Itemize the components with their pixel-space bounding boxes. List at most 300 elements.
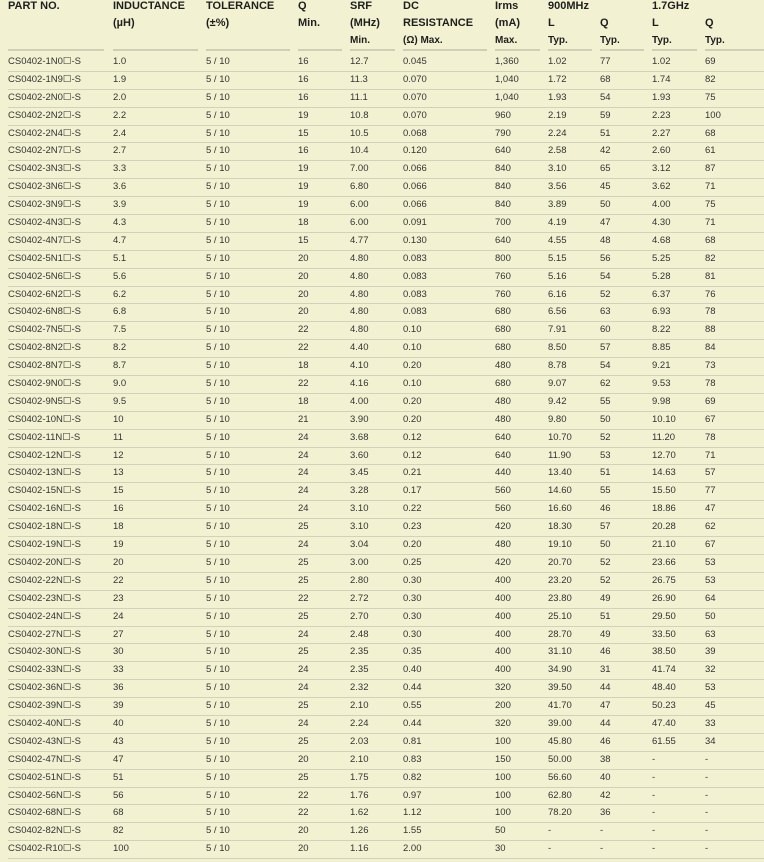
cell-17-l: 15.50 bbox=[652, 485, 676, 497]
cell-srf: 11.1 bbox=[350, 91, 368, 103]
cell-srf: 1.26 bbox=[350, 825, 369, 837]
cell-dc-resistance: 0.44 bbox=[403, 682, 422, 694]
cell-17-l: 12.70 bbox=[652, 449, 676, 461]
cell-tolerance: 5 / 10 bbox=[206, 825, 230, 837]
table-row bbox=[0, 519, 764, 537]
cell-900-q: 49 bbox=[600, 592, 611, 604]
cell-inductance: 6.8 bbox=[113, 306, 127, 318]
cell-dc-resistance: 0.81 bbox=[403, 735, 422, 747]
col-inductance-unit: (µH) bbox=[113, 17, 135, 29]
cell-900-l: 34.90 bbox=[548, 664, 572, 676]
col-17-q-typ: Typ. bbox=[705, 35, 725, 46]
table-row bbox=[0, 465, 764, 483]
cell-dc-resistance: 2.00 bbox=[403, 843, 422, 855]
cell-900-q: 47 bbox=[600, 217, 611, 229]
cell-17-q: 100 bbox=[705, 109, 721, 121]
cell-17-l: - bbox=[652, 789, 656, 801]
cell-inductance: 2.4 bbox=[113, 127, 127, 139]
cell-irms: 100 bbox=[495, 789, 511, 801]
cell-900-l: 4.55 bbox=[548, 234, 567, 246]
col-900-l-header: L bbox=[548, 17, 555, 29]
cell-inductance: 100 bbox=[113, 843, 129, 855]
cell-srf: 2.70 bbox=[350, 610, 369, 622]
cell-inductance: 3.9 bbox=[113, 199, 127, 211]
cell-900-l: 39.50 bbox=[548, 682, 572, 694]
cell-900-l: 3.89 bbox=[548, 199, 567, 211]
cell-irms: 840 bbox=[495, 199, 511, 211]
cell-900-q: 52 bbox=[600, 556, 611, 568]
cell-q-min: 22 bbox=[298, 378, 309, 390]
cell-irms: 840 bbox=[495, 181, 511, 193]
cell-dc-resistance: 0.066 bbox=[403, 199, 427, 211]
table-row bbox=[0, 322, 764, 340]
cell-dc-resistance: 0.22 bbox=[403, 503, 422, 515]
cell-17-l: 20.28 bbox=[652, 521, 676, 533]
cell-srf: 4.80 bbox=[350, 288, 369, 300]
cell-q-min: 22 bbox=[298, 324, 309, 336]
table-row bbox=[0, 680, 764, 698]
cell-q-min: 19 bbox=[298, 181, 309, 193]
cell-q-min: 19 bbox=[298, 109, 309, 121]
cell-q-min: 18 bbox=[298, 395, 309, 407]
cell-17-q: 76 bbox=[705, 288, 716, 300]
cell-part-no: CS0402-56N☐-S bbox=[8, 789, 81, 801]
cell-irms: 440 bbox=[495, 467, 511, 479]
cell-inductance: 15 bbox=[113, 485, 124, 497]
cell-tolerance: 5 / 10 bbox=[206, 431, 230, 443]
cell-900-l: 23.20 bbox=[548, 574, 572, 586]
cell-irms: 760 bbox=[495, 270, 511, 282]
cell-17-l: 4.68 bbox=[652, 234, 671, 246]
cell-900-l: 18.30 bbox=[548, 521, 572, 533]
cell-tolerance: 5 / 10 bbox=[206, 342, 230, 354]
cell-17-l: - bbox=[652, 825, 656, 837]
cell-900-l: 25.10 bbox=[548, 610, 572, 622]
cell-inductance: 4.3 bbox=[113, 217, 127, 229]
cell-17-l: 38.50 bbox=[652, 646, 676, 658]
cell-irms: 680 bbox=[495, 342, 511, 354]
cell-17-l: 1.93 bbox=[652, 91, 671, 103]
cell-900-q: 44 bbox=[600, 682, 611, 694]
cell-900-l: 2.58 bbox=[548, 145, 567, 157]
cell-17-q: 77 bbox=[705, 485, 716, 497]
cell-part-no: CS0402-13N☐-S bbox=[8, 467, 81, 479]
cell-irms: 400 bbox=[495, 646, 511, 658]
cell-srf: 10.5 bbox=[350, 127, 369, 139]
cell-q-min: 24 bbox=[298, 485, 309, 497]
cell-tolerance: 5 / 10 bbox=[206, 682, 230, 694]
cell-srf: 10.4 bbox=[350, 145, 369, 157]
cell-srf: 2.48 bbox=[350, 628, 369, 640]
cell-q-min: 22 bbox=[298, 789, 309, 801]
cell-inductance: 19 bbox=[113, 539, 124, 551]
cell-900-l: 11.90 bbox=[548, 449, 572, 461]
cell-17-l: 41.74 bbox=[652, 664, 676, 676]
col-part-no-header: PART NO. bbox=[8, 0, 60, 12]
cell-inductance: 47 bbox=[113, 753, 124, 765]
cell-part-no: CS0402-6N2☐-S bbox=[8, 288, 81, 300]
cell-900-l: 56.60 bbox=[548, 771, 572, 783]
cell-inductance: 1.0 bbox=[113, 56, 127, 67]
cell-srf: 2.10 bbox=[350, 700, 369, 712]
cell-17-q: 57 bbox=[705, 467, 716, 479]
cell-900-q: 51 bbox=[600, 610, 611, 622]
cell-inductance: 9.0 bbox=[113, 378, 127, 390]
header-rule bbox=[495, 49, 540, 51]
cell-17-q: 47 bbox=[705, 503, 716, 515]
cell-17-l: 1.02 bbox=[652, 56, 671, 67]
cell-dc-resistance: 0.10 bbox=[403, 342, 422, 354]
table-row bbox=[0, 161, 764, 179]
cell-17-q: 75 bbox=[705, 91, 716, 103]
cell-dc-resistance: 0.40 bbox=[403, 664, 422, 676]
cell-900-q: 50 bbox=[600, 539, 611, 551]
cell-900-q: 59 bbox=[600, 109, 611, 121]
cell-tolerance: 5 / 10 bbox=[206, 807, 230, 819]
cell-irms: 640 bbox=[495, 145, 511, 157]
cell-17-l: 5.28 bbox=[652, 270, 671, 282]
table-row bbox=[0, 108, 764, 126]
cell-irms: 100 bbox=[495, 807, 511, 819]
cell-inductance: 3.3 bbox=[113, 163, 127, 175]
cell-inductance: 10 bbox=[113, 413, 124, 425]
cell-dc-resistance: 0.30 bbox=[403, 628, 422, 640]
cell-srf: 10.8 bbox=[350, 109, 369, 121]
cell-17-l: 26.75 bbox=[652, 574, 676, 586]
cell-17-q: 61 bbox=[705, 145, 716, 157]
col-resistance-header: RESISTANCE bbox=[403, 17, 474, 29]
cell-inductance: 2.2 bbox=[113, 109, 127, 121]
cell-900-l: 16.60 bbox=[548, 503, 572, 515]
cell-srf: 2.35 bbox=[350, 646, 369, 658]
cell-900-l: 41.70 bbox=[548, 700, 572, 712]
cell-tolerance: 5 / 10 bbox=[206, 628, 230, 640]
cell-irms: 50 bbox=[495, 825, 506, 837]
cell-irms: 640 bbox=[495, 431, 511, 443]
cell-irms: 640 bbox=[495, 234, 511, 246]
cell-q-min: 16 bbox=[298, 73, 309, 85]
cell-900-q: 54 bbox=[600, 270, 611, 282]
col-srf-header: SRF bbox=[350, 0, 372, 12]
cell-srf: 3.45 bbox=[350, 467, 369, 479]
group-1-7ghz-header: 1.7GHz bbox=[652, 0, 690, 12]
col-17-q-header: Q bbox=[705, 17, 714, 29]
cell-part-no: CS0402-5N1☐-S bbox=[8, 252, 81, 264]
table-row bbox=[0, 269, 764, 287]
cell-srf: 7.00 bbox=[350, 163, 369, 175]
cell-dc-resistance: 0.083 bbox=[403, 306, 427, 318]
cell-900-l: 45.80 bbox=[548, 735, 572, 747]
header-rule bbox=[113, 49, 198, 51]
cell-dc-resistance: 1.55 bbox=[403, 825, 422, 837]
cell-part-no: CS0402-2N7☐-S bbox=[8, 145, 81, 157]
cell-900-q: 50 bbox=[600, 199, 611, 211]
table-row bbox=[0, 54, 764, 72]
cell-part-no: CS0402-5N6☐-S bbox=[8, 270, 81, 282]
cell-q-min: 22 bbox=[298, 592, 309, 604]
cell-srf: 4.10 bbox=[350, 360, 369, 372]
cell-17-l: 2.27 bbox=[652, 127, 671, 139]
cell-900-q: 50 bbox=[600, 413, 611, 425]
cell-srf: 1.16 bbox=[350, 843, 369, 855]
cell-dc-resistance: 0.083 bbox=[403, 270, 427, 282]
cell-inductance: 13 bbox=[113, 467, 124, 479]
cell-900-q: 31 bbox=[600, 664, 611, 676]
cell-900-q: 51 bbox=[600, 127, 611, 139]
col-irms-unit: (mA) bbox=[495, 17, 521, 29]
cell-17-l: 9.53 bbox=[652, 378, 671, 390]
cell-part-no: CS0402-27N☐-S bbox=[8, 628, 81, 640]
cell-900-q: 56 bbox=[600, 252, 611, 264]
cell-inductance: 27 bbox=[113, 628, 124, 640]
cell-irms: 400 bbox=[495, 610, 511, 622]
cell-dc-resistance: 0.070 bbox=[403, 91, 427, 103]
cell-dc-resistance: 0.20 bbox=[403, 413, 422, 425]
cell-irms: 480 bbox=[495, 413, 511, 425]
cell-tolerance: 5 / 10 bbox=[206, 610, 230, 622]
cell-tolerance: 5 / 10 bbox=[206, 288, 230, 300]
cell-900-l: 6.16 bbox=[548, 288, 567, 300]
cell-17-q: 69 bbox=[705, 395, 716, 407]
cell-tolerance: 5 / 10 bbox=[206, 467, 230, 479]
cell-17-l: 29.50 bbox=[652, 610, 676, 622]
cell-q-min: 25 bbox=[298, 610, 309, 622]
header-rule bbox=[8, 49, 104, 51]
col-inductance-header: INDUCTANCE bbox=[113, 0, 185, 12]
table-row bbox=[0, 662, 764, 680]
cell-900-l: 31.10 bbox=[548, 646, 572, 658]
cell-irms: 200 bbox=[495, 700, 511, 712]
cell-900-q: 54 bbox=[600, 91, 611, 103]
cell-17-q: 67 bbox=[705, 413, 716, 425]
cell-900-l: 5.15 bbox=[548, 252, 567, 264]
cell-irms: 400 bbox=[495, 664, 511, 676]
cell-17-l: 11.20 bbox=[652, 431, 676, 443]
cell-srf: 4.40 bbox=[350, 342, 369, 354]
cell-tolerance: 5 / 10 bbox=[206, 503, 230, 515]
cell-part-no: CS0402-7N5☐-S bbox=[8, 324, 81, 336]
cell-q-min: 24 bbox=[298, 467, 309, 479]
cell-17-q: 71 bbox=[705, 449, 716, 461]
cell-dc-resistance: 0.44 bbox=[403, 717, 422, 729]
cell-q-min: 24 bbox=[298, 449, 309, 461]
table-row bbox=[0, 752, 764, 770]
cell-q-min: 25 bbox=[298, 735, 309, 747]
table-row bbox=[0, 805, 764, 823]
table-row bbox=[0, 734, 764, 752]
cell-inductance: 24 bbox=[113, 610, 124, 622]
cell-900-l: 13.40 bbox=[548, 467, 572, 479]
table-row bbox=[0, 770, 764, 788]
cell-part-no: CS0402-8N2☐-S bbox=[8, 342, 81, 354]
table-row bbox=[0, 143, 764, 161]
cell-17-l: 48.40 bbox=[652, 682, 676, 694]
cell-17-l: 23.66 bbox=[652, 556, 676, 568]
cell-dc-resistance: 0.066 bbox=[403, 163, 427, 175]
cell-900-q: 57 bbox=[600, 521, 611, 533]
cell-17-q: 34 bbox=[705, 735, 716, 747]
cell-q-min: 22 bbox=[298, 342, 309, 354]
col-irms-max: Max. bbox=[495, 35, 518, 46]
cell-q-min: 24 bbox=[298, 431, 309, 443]
cell-srf: 3.00 bbox=[350, 556, 369, 568]
table-row bbox=[0, 627, 764, 645]
col-17-l-header: L bbox=[652, 17, 659, 29]
cell-17-q: 32 bbox=[705, 664, 716, 676]
cell-900-l: 2.24 bbox=[548, 127, 567, 139]
cell-part-no: CS0402-11N☐-S bbox=[8, 431, 81, 443]
cell-17-q: 53 bbox=[705, 574, 716, 586]
col-dc-header: DC bbox=[403, 0, 419, 12]
col-17-l-typ: Typ. bbox=[652, 35, 672, 46]
cell-tolerance: 5 / 10 bbox=[206, 252, 230, 264]
cell-17-q: - bbox=[705, 807, 709, 819]
cell-17-q: 78 bbox=[705, 431, 716, 443]
cell-dc-resistance: 0.20 bbox=[403, 360, 422, 372]
cell-srf: 12.7 bbox=[350, 56, 369, 67]
cell-part-no: CS0402-9N0☐-S bbox=[8, 378, 81, 390]
cell-900-l: 20.70 bbox=[548, 556, 572, 568]
cell-q-min: 24 bbox=[298, 664, 309, 676]
cell-17-l: 21.10 bbox=[652, 539, 676, 551]
table-row bbox=[0, 394, 764, 412]
cell-srf: 1.62 bbox=[350, 807, 369, 819]
cell-part-no: CS0402-6N8☐-S bbox=[8, 306, 81, 318]
cell-irms: 560 bbox=[495, 503, 511, 515]
cell-irms: 480 bbox=[495, 395, 511, 407]
cell-part-no: CS0402-3N6☐-S bbox=[8, 181, 81, 193]
cell-srf: 4.80 bbox=[350, 252, 369, 264]
cell-17-q: 45 bbox=[705, 700, 716, 712]
cell-17-q: 73 bbox=[705, 360, 716, 372]
header-rule bbox=[298, 49, 342, 51]
cell-srf: 4.77 bbox=[350, 234, 369, 246]
col-irms-header: Irms bbox=[495, 0, 519, 12]
cell-tolerance: 5 / 10 bbox=[206, 646, 230, 658]
cell-q-min: 15 bbox=[298, 234, 309, 246]
cell-17-q: - bbox=[705, 771, 709, 783]
cell-dc-resistance: 0.25 bbox=[403, 556, 422, 568]
cell-q-min: 20 bbox=[298, 252, 309, 264]
cell-tolerance: 5 / 10 bbox=[206, 574, 230, 586]
cell-dc-resistance: 0.23 bbox=[403, 521, 422, 533]
cell-17-q: 75 bbox=[705, 199, 716, 211]
cell-inductance: 40 bbox=[113, 717, 124, 729]
cell-900-l: 1.93 bbox=[548, 91, 567, 103]
cell-srf: 11.3 bbox=[350, 73, 368, 85]
group-900mhz-header: 900MHz bbox=[548, 0, 589, 12]
header-rule bbox=[403, 49, 487, 51]
cell-900-q: 44 bbox=[600, 717, 611, 729]
cell-irms: 700 bbox=[495, 217, 511, 229]
cell-tolerance: 5 / 10 bbox=[206, 306, 230, 318]
cell-dc-resistance: 0.070 bbox=[403, 73, 427, 85]
cell-inductance: 8.2 bbox=[113, 342, 127, 354]
cell-q-min: 25 bbox=[298, 521, 309, 533]
cell-irms: 400 bbox=[495, 592, 511, 604]
cell-900-l: - bbox=[548, 825, 552, 837]
cell-900-q: 46 bbox=[600, 503, 611, 515]
cell-irms: 1,360 bbox=[495, 56, 519, 67]
cell-inductance: 11 bbox=[113, 431, 123, 443]
header-rule bbox=[350, 49, 395, 51]
cell-dc-resistance: 0.20 bbox=[403, 395, 422, 407]
cell-dc-resistance: 0.12 bbox=[403, 431, 422, 443]
cell-dc-resistance: 0.30 bbox=[403, 574, 422, 586]
cell-inductance: 5.6 bbox=[113, 270, 127, 282]
cell-900-q: 48 bbox=[600, 234, 611, 246]
cell-q-min: 20 bbox=[298, 288, 309, 300]
cell-900-l: 23.80 bbox=[548, 592, 572, 604]
cell-part-no: CS0402-3N3☐-S bbox=[8, 163, 81, 175]
cell-dc-resistance: 0.17 bbox=[403, 485, 422, 497]
cell-17-l: 4.30 bbox=[652, 217, 671, 229]
cell-900-l: 8.78 bbox=[548, 360, 567, 372]
cell-17-q: 50 bbox=[705, 610, 716, 622]
cell-dc-resistance: 0.30 bbox=[403, 610, 422, 622]
table-row bbox=[0, 304, 764, 322]
cell-part-no: CS0402-8N7☐-S bbox=[8, 360, 81, 372]
cell-900-q: 63 bbox=[600, 306, 611, 318]
header-rule bbox=[548, 49, 592, 51]
cell-17-l: 18.86 bbox=[652, 503, 676, 515]
cell-tolerance: 5 / 10 bbox=[206, 789, 230, 801]
cell-17-q: - bbox=[705, 825, 709, 837]
cell-900-l: 4.19 bbox=[548, 217, 567, 229]
cell-900-q: 51 bbox=[600, 467, 611, 479]
cell-900-l: 14.60 bbox=[548, 485, 572, 497]
table-row bbox=[0, 430, 764, 448]
cell-srf: 2.72 bbox=[350, 592, 369, 604]
cell-900-q: 57 bbox=[600, 342, 611, 354]
cell-dc-resistance: 0.97 bbox=[403, 789, 422, 801]
table-row bbox=[0, 340, 764, 358]
cell-900-l: 78.20 bbox=[548, 807, 572, 819]
cell-srf: 6.80 bbox=[350, 181, 369, 193]
table-row bbox=[0, 501, 764, 519]
cell-inductance: 9.5 bbox=[113, 395, 127, 407]
cell-tolerance: 5 / 10 bbox=[206, 234, 230, 246]
cell-17-q: 78 bbox=[705, 306, 716, 318]
cell-irms: 480 bbox=[495, 539, 511, 551]
cell-tolerance: 5 / 10 bbox=[206, 56, 230, 67]
table-row bbox=[0, 412, 764, 430]
table-row bbox=[0, 287, 764, 305]
cell-srf: 2.35 bbox=[350, 664, 369, 676]
cell-900-l: 1.02 bbox=[548, 56, 567, 67]
cell-tolerance: 5 / 10 bbox=[206, 771, 230, 783]
cell-900-l: 2.19 bbox=[548, 109, 567, 121]
cell-dc-resistance: 0.130 bbox=[403, 234, 427, 246]
cell-tolerance: 5 / 10 bbox=[206, 735, 230, 747]
cell-q-min: 24 bbox=[298, 717, 309, 729]
cell-part-no: CS0402-4N3☐-S bbox=[8, 217, 81, 229]
table-row bbox=[0, 573, 764, 591]
col-resistance-unit: (Ω) Max. bbox=[403, 35, 443, 46]
cell-q-min: 24 bbox=[298, 503, 309, 515]
cell-part-no: CS0402-16N☐-S bbox=[8, 503, 81, 515]
table-row bbox=[0, 179, 764, 197]
cell-q-min: 20 bbox=[298, 306, 309, 318]
cell-irms: 1,040 bbox=[495, 91, 519, 103]
cell-inductance: 2.0 bbox=[113, 91, 127, 103]
cell-part-no: CS0402-19N☐-S bbox=[8, 539, 81, 551]
col-tolerance-unit: (±%) bbox=[206, 17, 230, 29]
cell-17-q: 33 bbox=[705, 717, 716, 729]
cell-part-no: CS0402-2N0☐-S bbox=[8, 91, 81, 103]
cell-irms: 150 bbox=[495, 753, 511, 765]
cell-part-no: CS0402-47N☐-S bbox=[8, 753, 81, 765]
